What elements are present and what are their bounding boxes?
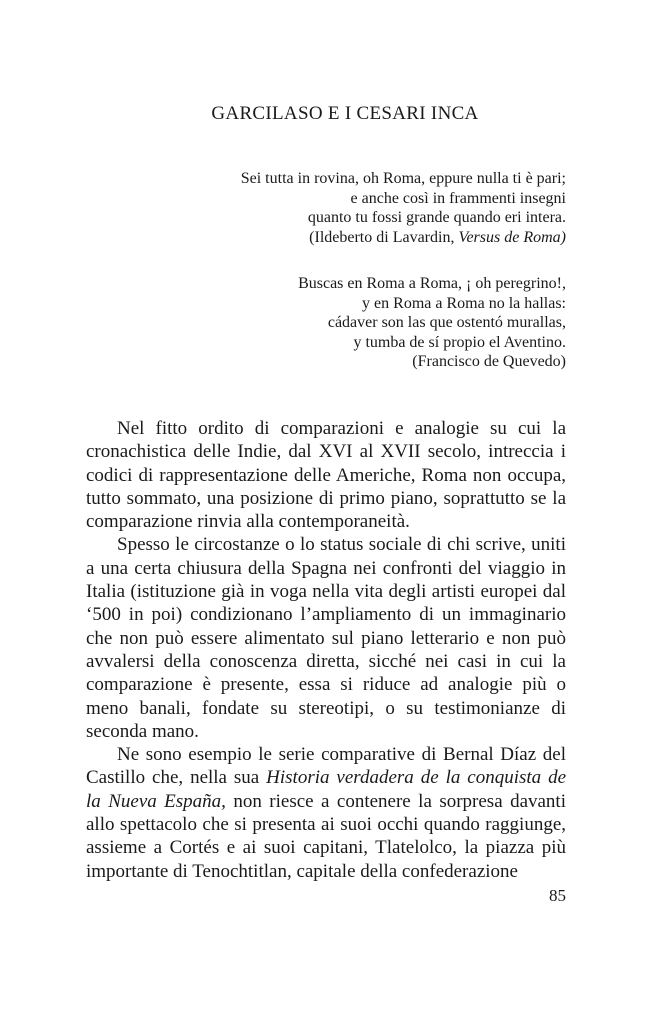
epigraph-line: e anche così in frammenti insegni xyxy=(350,189,566,207)
book-title-italic: Historia verdadera de la conquista de la Nueva España, xyxy=(86,767,566,812)
epigraph-attribution xyxy=(241,228,566,248)
paragraph-text: Ne sono esempio le serie comparative di Bernal Díaz del Castillo che, nella sua xyxy=(86,744,566,789)
epigraph-line: Sei tutta in rovina, oh Roma, eppure nulla ti è pari; xyxy=(240,170,566,187)
epigraph-line: Buscas en Roma a Roma, ¡ oh peregrino!, xyxy=(298,275,566,292)
epigraph-line: y tumba de sí propio el Aventino. xyxy=(353,333,566,351)
epigraph-line: quanto tu fossi grande quando eri intera. xyxy=(307,209,566,226)
attribution-work: Versus de Roma) xyxy=(458,228,566,246)
epigraph-line: y en Roma a Roma no la hallas: xyxy=(362,294,566,312)
paragraph xyxy=(86,743,566,883)
paragraph-text: non riesce a contenere la sorpresa davanti allo spettacolo che si presenta ai suoi occhi quando raggiunge, assieme a Cortés e ai suoi capitani, Tlatelolco, la piazza più importante di Tenochtitlan, capitale della confederazione xyxy=(86,790,566,882)
page-number: 85 xyxy=(549,886,566,905)
attribution-author: (Ildeberto di Lavardin, xyxy=(309,228,459,246)
epigraph-attribution: (Francisco de Quevedo) xyxy=(412,353,566,370)
epigraph-hildebert xyxy=(241,169,566,247)
epigraph-line: cádaver son las que ostentó murallas, xyxy=(327,314,566,331)
paragraph: Nel fitto ordito di comparazioni e analogie su cui la cronachistica delle Indie, dal XVI al XVII secolo, intreccia i codici di rappresentazione delle Americhe, Roma non occupa, tutto sommato, una posizione di primo piano, soprattutto se la comparazione rinvia alla contemporaneità. xyxy=(86,418,566,533)
paragraph: Spesso le circostanze o lo status sociale di chi scrive, uniti a una certa chiusura della Spagna nei confronti del viaggio in Italia (istituzione già in voga nella vita degli artisti europei dal ‘500 in poi) condizionano l’ampliamento di un immaginario che non può essere alimentato sul piano letterario e non può avvalersi della conoscenza diretta, sicché nei casi in cui la comparazione è presente, essa si riduce ad analogie più o meno banali, fondate su stereotipi, o su testimonianze di seconda mano. xyxy=(86,534,566,742)
epigraph-quevedo xyxy=(298,274,566,372)
body-text xyxy=(86,417,566,883)
page-title: GARCILASO E I CESARI INCA xyxy=(211,103,479,124)
